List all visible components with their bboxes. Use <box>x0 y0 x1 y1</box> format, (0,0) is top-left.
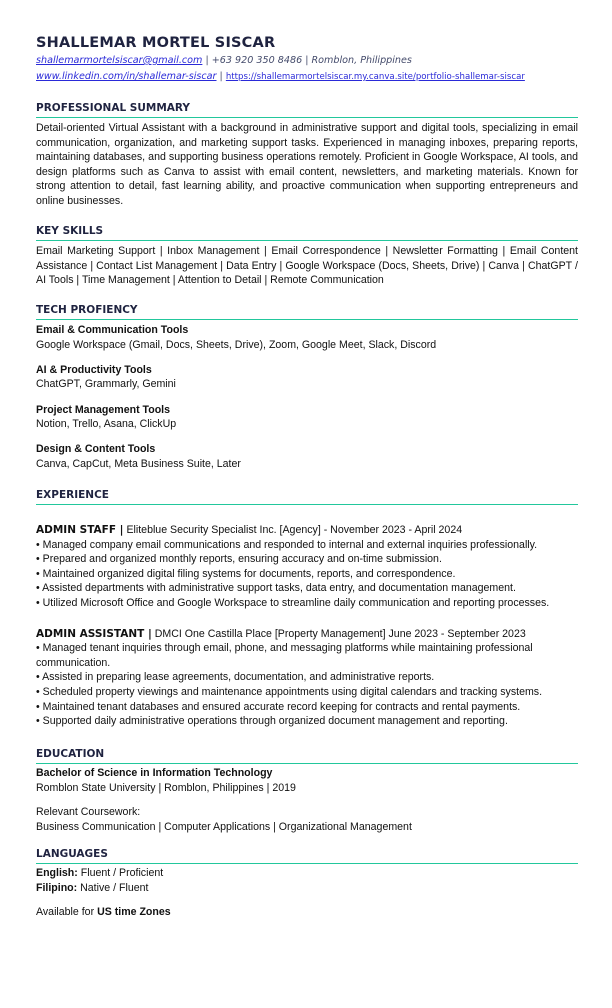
skills-section <box>36 224 578 288</box>
education-section <box>36 747 578 834</box>
section-heading: PROFESSIONAL SUMMARY <box>36 101 578 118</box>
separator: | <box>202 55 212 66</box>
job-bullet: • Prepared and organized monthly reports, ensuring accuracy and on-time submission. <box>36 553 442 566</box>
job-bullet: • Scheduled property viewings and maintenance appointments using digital calendars and tracking systems. <box>36 685 543 698</box>
availability-value: US time Zones <box>97 906 171 919</box>
section-heading: KEY SKILLS <box>36 224 578 241</box>
portfolio-link[interactable]: https://shallemarmortelsiscar.my.canva.site/portfolio-shallemar-siscar <box>225 72 525 82</box>
tech-group-title: Email & Communication Tools <box>36 324 189 336</box>
job-bullet: • Managed tenant inquiries through email, phone, and messaging platforms while maintaining professional communication. <box>36 642 533 669</box>
language-name: Filipino: <box>36 881 78 894</box>
job-bullet: • Utilized Microsoft Office and Google Workspace to streamline daily communication and reporting processes. <box>36 596 550 609</box>
location: Romblon, Philippines <box>311 55 412 66</box>
availability-prefix: Available for <box>36 906 98 919</box>
tech-group <box>36 403 578 432</box>
job-role: ADMIN STAFF | <box>36 524 124 536</box>
section-heading: EDUCATION <box>36 747 578 764</box>
job-details: Eliteblue Security Specialist Inc. [Agency] - November 2023 - April 2024 <box>123 524 463 536</box>
languages-section <box>36 847 578 920</box>
degree: Bachelor of Science in Information Technology <box>36 767 273 779</box>
contact-line-1 <box>36 53 578 69</box>
section-heading: EXPERIENCE <box>36 488 578 505</box>
language-level: Native / Fluent <box>77 881 149 894</box>
summary-section <box>36 101 578 209</box>
separator: | <box>216 71 226 82</box>
tech-group-items: Canva, CapCut, Meta Business Suite, Later <box>36 457 241 470</box>
tech-group-items: ChatGPT, Grammarly, Gemini <box>36 378 176 391</box>
section-heading: TECH PROFIENCY <box>36 303 578 320</box>
tech-group-items: Google Workspace (Gmail, Docs, Sheets, Drive), Zoom, Google Meet, Slack, Discord <box>36 338 437 351</box>
tech-group-title: Design & Content Tools <box>36 443 156 456</box>
language-item <box>36 881 578 896</box>
job-bullet: • Supported daily administrative operations through organized document management and reporting. <box>36 715 508 728</box>
section-heading: LANGUAGES <box>36 847 578 864</box>
job-entry <box>36 523 578 611</box>
candidate-name: SHALLEMAR MORTEL SISCAR <box>36 35 276 51</box>
summary-text: Detail-oriented Virtual Assistant with a background in administrative support and digital tools, specializing in email communication, organization, and marketing support tasks. Experienced in managing inboxes, preparing reports, maintaining databases, and supporting business operations remotely. Proficient in Google Workspace, AI tools, and design platforms such as Canva to assist with email content, newsletters, and marketing materials. Known for strong attention to detail, fast learning ability, and proactive communication when supporting entrepreneurs and online businesses. <box>36 122 578 207</box>
job-bullet: • Managed company email communications and responded to internal and external inquiries professionally. <box>36 538 538 551</box>
job-bullet: • Maintained tenant databases and ensured accurate record keeping for contracts and rental payments. <box>36 700 521 713</box>
coursework-label: Relevant Coursework: <box>36 806 141 819</box>
tech-section <box>36 303 578 472</box>
coursework: Business Communication | Computer Applications | Organizational Management <box>36 820 412 833</box>
language-level: Fluent / Proficient <box>77 867 164 879</box>
job-role: ADMIN ASSISTANT | <box>36 627 152 640</box>
language-name: English: <box>36 867 78 879</box>
linkedin-link[interactable]: www.linkedin.com/in/shallemar-siscar <box>36 71 217 82</box>
contact-line-2 <box>36 69 578 85</box>
school: Romblon State University | Romblon, Philippines | 2019 <box>36 781 296 794</box>
skills-text: Email Marketing Support | Inbox Management | Email Correspondence | Newsletter Formatting | Email Content Assistance | Contact List Management | Data Entry | Google Workspace (Docs, Sheets, Drive) | Canva | ChatGPT / AI Tools | Time Management | Attention to Detail | Remote Communication <box>36 245 578 287</box>
job-bullet: • Assisted departments with administrative support tasks, data entry, and documentation management. <box>36 582 516 595</box>
language-item <box>36 866 578 881</box>
tech-group <box>36 363 578 392</box>
tech-group <box>36 323 578 352</box>
job-bullet: • Maintained organized digital filing systems for documents, reports, and correspondence. <box>36 567 456 580</box>
phone: +63 920 350 8486 <box>211 55 303 66</box>
tech-group <box>36 442 578 471</box>
resume-header <box>36 35 578 85</box>
tech-group-items: Notion, Trello, Asana, ClickUp <box>36 418 177 431</box>
job-bullet: • Assisted in preparing lease agreements, documentation, and administrative reports. <box>36 671 435 684</box>
email-link[interactable]: shallemarmortelsiscar@gmail.com <box>36 55 203 66</box>
availability <box>36 905 578 920</box>
tech-group-title: AI & Productivity Tools <box>36 363 152 376</box>
job-entry <box>36 627 566 729</box>
tech-group-title: Project Management Tools <box>36 403 171 416</box>
job-details: DMCI One Castilla Place [Property Management] June 2023 - September 2023 <box>151 627 526 640</box>
experience-section <box>36 488 578 729</box>
separator: | <box>302 55 312 66</box>
